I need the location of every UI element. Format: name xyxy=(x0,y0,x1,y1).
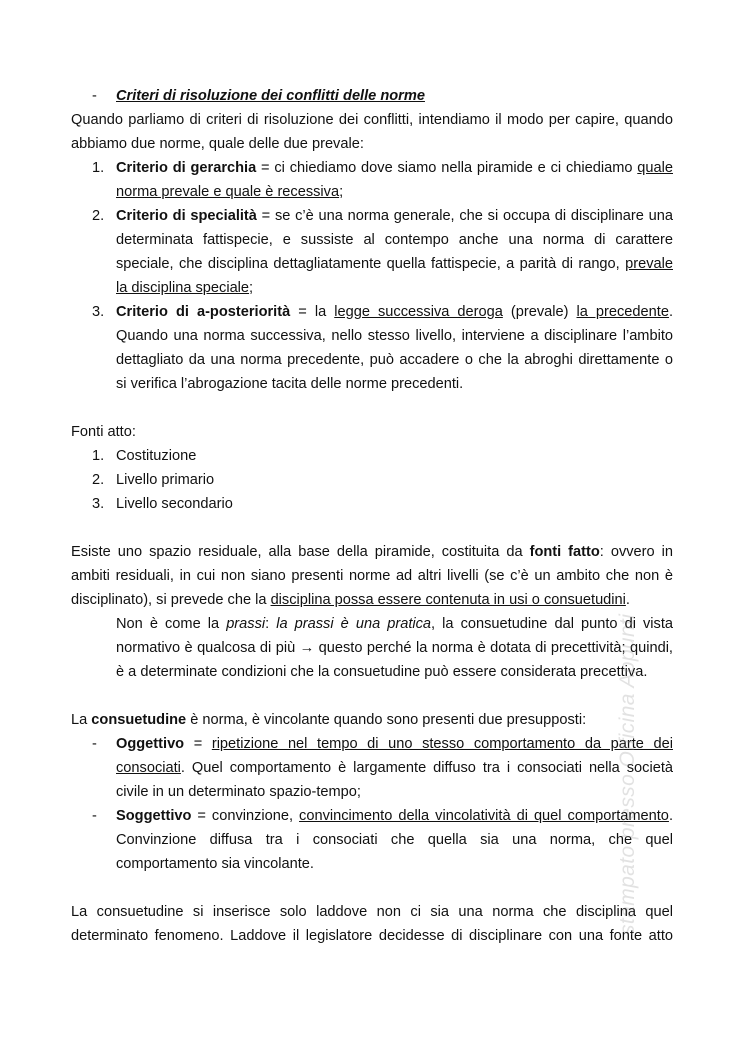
document-page xyxy=(71,84,673,948)
criterion-2-line-1: 2. Criterio di specialità = se c’è una norma generale, che si occupa di disciplinare una xyxy=(71,204,673,228)
fonti-atto-item-2: 2. Livello primario xyxy=(92,472,215,488)
fonti-atto-item-3: 3. Livello secondario xyxy=(92,496,233,512)
criterion-1-number: 1. xyxy=(92,160,105,176)
criterion-2-line-4: la disciplina speciale; xyxy=(116,280,254,296)
criterion-3-number: 3. xyxy=(92,304,105,320)
soggettivo-line-2: Convinzione diffusa tra i consociati che quella sia una norma, che quel xyxy=(116,832,673,848)
soggettivo-line-1: - Soggettivo = convinzione, convincimento della vincolatività di quel comportamento. xyxy=(92,808,673,824)
intro-line-1: Quando parliamo di criteri di risoluzione dei conflitti, intendiamo il modo per capire, quando xyxy=(71,112,673,128)
criterion-3-line-4: si verifica l’abrogazione tacita delle norme precedenti. xyxy=(116,376,464,392)
prassi-line-3: è a determinate condizioni che la consuetudine può essere considerata precettiva. xyxy=(116,664,648,680)
closing-line-1: La consuetudine si inserisce solo laddove non ci sia una norma che disciplina quel xyxy=(71,904,673,920)
criterion-3-title: Criterio di a-posteriorità xyxy=(116,304,291,320)
criterion-2-title: Criterio di specialità xyxy=(116,208,257,224)
prassi-line-1: Non è come la prassi: la prassi è una pratica, la consuetudine dal punto di vista xyxy=(116,616,674,632)
closing-line-2: determinato fenomeno. Laddove il legislatore decidesse di disciplinare con una fonte atto xyxy=(71,928,673,944)
criterion-3-line-2: Quando una norma successiva, nello stesso livello, interviene a disciplinare l’ambito xyxy=(116,328,673,344)
heading-title: Criteri di risoluzione dei conflitti delle norme xyxy=(116,88,425,104)
oggettivo-line-2: consociati. Quel comportamento è largamente diffuso tra i consociati nella società xyxy=(116,760,673,776)
criterion-2-line-2: determinata fattispecie, e sussiste al contempo anche una norma di carattere xyxy=(116,232,673,248)
criterion-2-number: 2. xyxy=(92,208,105,224)
soggettivo-line-3: comportamento sia vincolante. xyxy=(116,856,314,872)
fonti-fatto-line-2: ambiti residuali, in cui non siano presenti norme ad altri livelli (se c’è un ambito che non è xyxy=(71,568,673,584)
prassi-line-2: normativo è qualcosa di più → questo perché la norma è dotata di precettività; quindi, xyxy=(116,640,673,656)
criterion-2-line-3: speciale, che disciplina dettagliatamente quella fattispecie, a parità di rango, prevale xyxy=(116,256,673,272)
watermark: stampato presso Officina Appunti xyxy=(616,613,639,935)
fonti-atto-label: Fonti atto: xyxy=(71,424,136,440)
criterion-3-line-1: 3. Criterio di a-posteriorità = la legge successiva deroga (prevale) la precedente. xyxy=(71,300,673,324)
oggettivo-line-1: - Oggettivo = ripetizione nel tempo di uno stesso comportamento da parte dei xyxy=(92,736,673,752)
fonti-fatto-line-1: Esiste uno spazio residuale, alla base della piramide, costituita da fonti fatto: ovvero in xyxy=(71,544,674,560)
section-heading xyxy=(71,84,673,108)
criterion-1-title: Criterio di gerarchia xyxy=(116,160,257,176)
fonti-fatto-line-3: disciplinato), si prevede che la disciplina possa essere contenuta in usi o consuetudini. xyxy=(71,592,630,608)
consuetudine-intro: La consuetudine è norma, è vincolante quando sono presenti due presupposti: xyxy=(71,712,587,728)
intro-line-2: abbiamo due norme, quale delle due prevale: xyxy=(71,136,364,152)
heading-dash: - xyxy=(92,88,97,104)
criterion-1-line-2: norma prevale e quale è recessiva; xyxy=(116,184,344,200)
fonti-atto-item-1: 1. Costituzione xyxy=(92,448,197,464)
criterion-1-line-1: 1. Criterio di gerarchia = ci chiediamo dove siamo nella piramide e ci chiediamo quale xyxy=(71,156,673,180)
criterion-3-line-3: dettagliato da una norma precedente, può accadere o che la abroghi direttamente o xyxy=(116,352,673,368)
arrow-right-icon: → xyxy=(299,640,315,656)
oggettivo-line-3: civile in un determinato spazio-tempo; xyxy=(116,784,361,800)
